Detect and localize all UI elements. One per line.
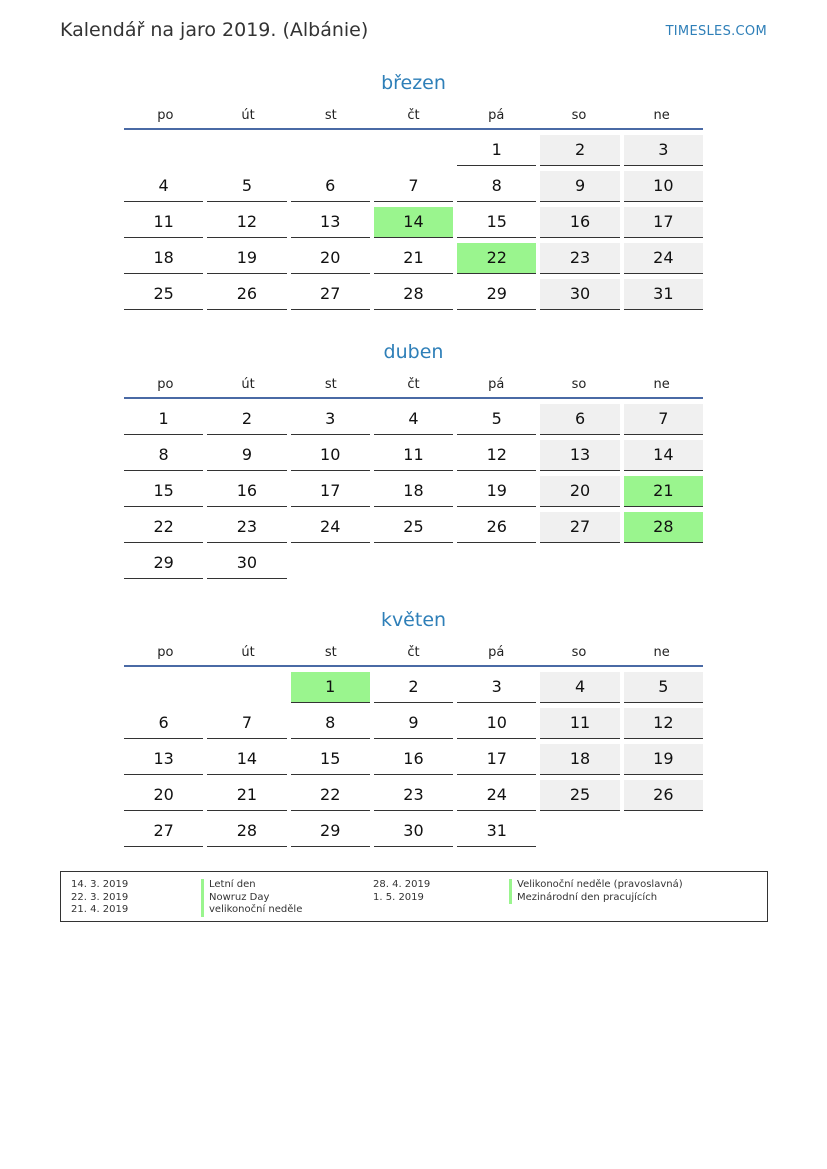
day-cell: 16: [207, 476, 286, 507]
week-row: [124, 512, 703, 548]
day-cell: 2: [374, 672, 453, 703]
day-cell: 18: [540, 744, 619, 775]
day-cell: 3: [624, 135, 703, 166]
week-row: [124, 548, 703, 584]
week-row: [124, 780, 703, 816]
month-name: květen: [380, 609, 447, 631]
day-cell: 16: [374, 744, 453, 775]
day-cell: 15: [291, 744, 370, 775]
day-cell: 12: [457, 440, 536, 471]
day-cell: 2: [540, 135, 619, 166]
day-cell: 24: [624, 243, 703, 274]
day-cell: 20: [124, 780, 203, 811]
day-cell: 13: [124, 744, 203, 775]
empty-day-cell: [207, 135, 286, 165]
legend-date: 1. 5. 2019: [373, 891, 424, 903]
legend-names-left: [201, 879, 302, 917]
legend-dates-right: [373, 879, 430, 904]
day-cell: 19: [624, 744, 703, 775]
week-row: [124, 744, 703, 780]
legend-dates-left: [71, 879, 128, 917]
day-cell: 29: [457, 279, 536, 310]
legend-holiday-name: Velikonoční neděle (pravoslavná): [509, 879, 683, 892]
month-block: [124, 339, 703, 584]
legend-holiday-name: Letní den: [201, 879, 302, 892]
day-cell: 23: [540, 243, 619, 274]
weekday-label: so: [571, 645, 587, 660]
day-cell: 11: [540, 708, 619, 739]
day-cell: 7: [207, 708, 286, 739]
weekday-label: st: [324, 377, 337, 392]
day-cell: 25: [124, 279, 203, 310]
empty-day-cell: [540, 816, 619, 846]
weekday-label: po: [157, 377, 174, 392]
day-cell: 3: [457, 672, 536, 703]
legend-date: 21. 4. 2019: [71, 904, 129, 915]
weekday-header: [124, 373, 703, 399]
day-cell: 2: [207, 404, 286, 435]
day-cell: 1: [291, 672, 370, 703]
day-cell: 29: [124, 548, 203, 579]
week-row: [124, 672, 703, 708]
weekday-label: ne: [653, 108, 670, 123]
day-cell: 10: [457, 708, 536, 739]
day-cell: 12: [207, 207, 286, 238]
day-cell: 15: [124, 476, 203, 507]
day-cell: 20: [540, 476, 619, 507]
day-cell: 13: [291, 207, 370, 238]
day-cell: 30: [540, 279, 619, 310]
day-grid: [124, 135, 703, 315]
day-cell: 4: [124, 171, 203, 202]
week-row: [124, 207, 703, 243]
month-name: březen: [381, 72, 446, 94]
weekday-label: st: [324, 108, 337, 123]
day-cell: 8: [291, 708, 370, 739]
empty-day-cell: [540, 548, 619, 578]
day-cell: 5: [207, 171, 286, 202]
day-cell: 27: [540, 512, 619, 543]
week-row: [124, 171, 703, 207]
day-cell: 22: [291, 780, 370, 811]
day-cell: 7: [374, 171, 453, 202]
day-cell: 27: [291, 279, 370, 310]
weekday-label: pá: [488, 645, 505, 660]
day-cell: 29: [291, 816, 370, 847]
legend-holiday-name: Mezinárodní den pracujících: [509, 892, 683, 905]
day-cell: 14: [624, 440, 703, 471]
day-cell: 20: [291, 243, 370, 274]
weekday-label: po: [157, 108, 174, 123]
day-cell: 13: [540, 440, 619, 471]
legend-names-right: [509, 879, 683, 904]
weekday-label: čt: [407, 377, 420, 392]
week-row: [124, 404, 703, 440]
day-cell: 8: [457, 171, 536, 202]
day-cell: 24: [457, 780, 536, 811]
weekday-label: čt: [407, 645, 420, 660]
empty-day-cell: [374, 135, 453, 165]
empty-day-cell: [291, 135, 370, 165]
day-cell: 26: [457, 512, 536, 543]
day-cell: 31: [457, 816, 536, 847]
day-cell: 4: [374, 404, 453, 435]
day-cell: 31: [624, 279, 703, 310]
weekday-label: út: [241, 377, 255, 392]
weekday-label: pá: [488, 377, 505, 392]
day-cell: 9: [207, 440, 286, 471]
day-cell: 30: [207, 548, 286, 579]
empty-day-cell: [124, 135, 203, 165]
week-row: [124, 243, 703, 279]
day-cell: 28: [207, 816, 286, 847]
day-cell: 5: [624, 672, 703, 703]
day-cell: 14: [374, 207, 453, 238]
day-cell: 15: [457, 207, 536, 238]
day-cell: 1: [457, 135, 536, 166]
week-row: [124, 816, 703, 852]
empty-day-cell: [374, 548, 453, 578]
weekday-label: po: [157, 645, 174, 660]
day-cell: 26: [624, 780, 703, 811]
day-cell: 6: [291, 171, 370, 202]
day-cell: 14: [207, 744, 286, 775]
month-block: [124, 607, 703, 852]
empty-day-cell: [624, 548, 703, 578]
day-cell: 9: [540, 171, 619, 202]
day-cell: 16: [540, 207, 619, 238]
weekday-label: út: [241, 645, 255, 660]
day-cell: 3: [291, 404, 370, 435]
day-cell: 23: [207, 512, 286, 543]
empty-day-cell: [291, 548, 370, 578]
day-cell: 23: [374, 780, 453, 811]
month-name: duben: [383, 341, 444, 363]
day-cell: 19: [457, 476, 536, 507]
week-row: [124, 708, 703, 744]
day-cell: 9: [374, 708, 453, 739]
legend-date: 28. 4. 2019: [373, 879, 431, 890]
day-cell: 25: [540, 780, 619, 811]
empty-day-cell: [124, 672, 203, 702]
day-cell: 6: [124, 708, 203, 739]
day-cell: 1: [124, 404, 203, 435]
weekday-label: pá: [488, 108, 505, 123]
day-cell: 11: [124, 207, 203, 238]
week-row: [124, 279, 703, 315]
day-cell: 12: [624, 708, 703, 739]
weekday-header: [124, 641, 703, 667]
day-cell: 21: [207, 780, 286, 811]
day-cell: 18: [124, 243, 203, 274]
day-cell: 11: [374, 440, 453, 471]
weekday-label: út: [241, 108, 255, 123]
brand-link[interactable]: TIMESLES.COM: [665, 24, 767, 39]
week-row: [124, 476, 703, 512]
day-grid: [124, 404, 703, 584]
day-cell: 28: [374, 279, 453, 310]
day-cell: 25: [374, 512, 453, 543]
empty-day-cell: [457, 548, 536, 578]
day-cell: 10: [291, 440, 370, 471]
day-cell: 17: [624, 207, 703, 238]
month-block: [124, 70, 703, 315]
weekday-label: so: [571, 377, 587, 392]
weekday-label: ne: [653, 645, 670, 660]
day-cell: 30: [374, 816, 453, 847]
day-cell: 27: [124, 816, 203, 847]
weekday-label: st: [324, 645, 337, 660]
holiday-legend: [60, 871, 768, 922]
day-cell: 22: [124, 512, 203, 543]
empty-day-cell: [207, 672, 286, 702]
day-cell: 28: [624, 512, 703, 543]
page-title: Kalendář na jaro 2019. (Albánie): [60, 19, 369, 41]
legend-date: 22. 3. 2019: [71, 891, 129, 903]
day-cell: 19: [207, 243, 286, 274]
day-cell: 17: [457, 744, 536, 775]
day-cell: 21: [624, 476, 703, 507]
day-cell: 7: [624, 404, 703, 435]
day-cell: 21: [374, 243, 453, 274]
legend-date: 14. 3. 2019: [71, 879, 129, 890]
day-cell: 5: [457, 404, 536, 435]
empty-day-cell: [624, 816, 703, 846]
weekday-label: čt: [407, 108, 420, 123]
day-cell: 18: [374, 476, 453, 507]
day-cell: 17: [291, 476, 370, 507]
weekday-header: [124, 104, 703, 130]
day-cell: 4: [540, 672, 619, 703]
day-grid: [124, 672, 703, 852]
weekday-label: ne: [653, 377, 670, 392]
legend-holiday-name: velikonoční neděle: [201, 904, 302, 917]
legend-holiday-name: Nowruz Day: [201, 892, 302, 905]
week-row: [124, 440, 703, 476]
week-row: [124, 135, 703, 171]
day-cell: 26: [207, 279, 286, 310]
day-cell: 24: [291, 512, 370, 543]
day-cell: 10: [624, 171, 703, 202]
day-cell: 22: [457, 243, 536, 274]
day-cell: 6: [540, 404, 619, 435]
day-cell: 8: [124, 440, 203, 471]
weekday-label: so: [571, 108, 587, 123]
